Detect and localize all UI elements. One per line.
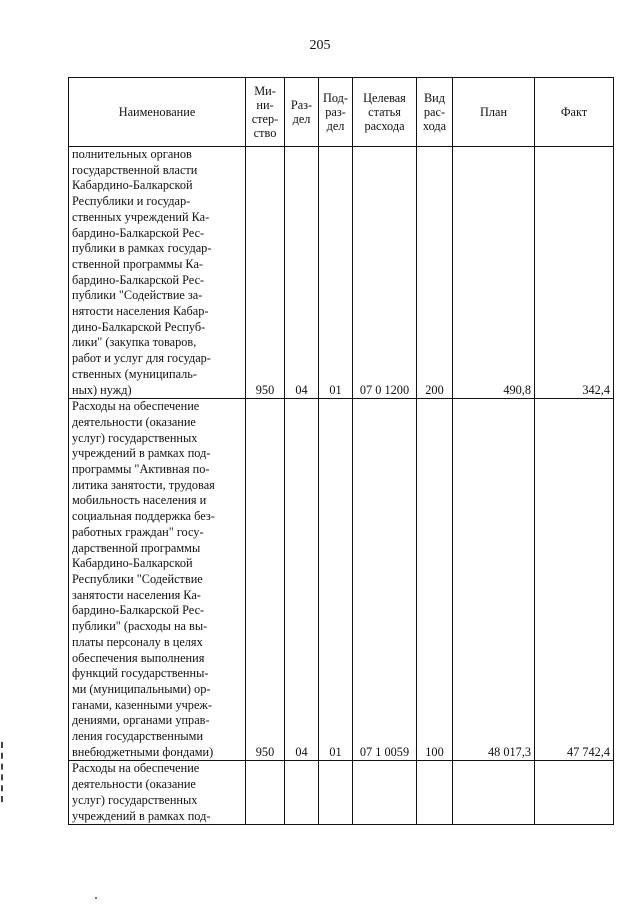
row-section: 04	[285, 147, 319, 399]
table-header-row	[69, 78, 614, 147]
header-target: Целевая статья расхода	[353, 78, 417, 147]
row-name: полнительных органов государственной власти Кабардино-Балкарской Республики и государ- ственных учреждений Ка- бардино-Балкарской Рес- публики в рамках государ- ственной программы Ка- бардино-Балкарской Рес- публики "Содействие за- нятости населения Кабар- дино-Балкарской Респуб- лики" (закупка товаров, работ и услуг для государ- ственных (муниципаль- ных) нужд)	[69, 147, 246, 399]
table-row	[69, 399, 614, 761]
header-plan: План	[453, 78, 535, 147]
row-subsection	[319, 761, 353, 825]
row-ministry	[246, 761, 285, 825]
budget-table	[68, 77, 614, 825]
row-fact: 342,4	[535, 147, 614, 399]
row-target: 07 1 0059	[353, 399, 417, 761]
row-section: 04	[285, 399, 319, 761]
row-type: 100	[417, 399, 453, 761]
row-fact	[535, 761, 614, 825]
row-name: Расходы на обеспечение деятельности (оказание услуг) государственных учреждений в рамках под-	[69, 761, 246, 825]
row-subsection: 01	[319, 399, 353, 761]
table-row	[69, 761, 614, 825]
header-fact: Факт	[535, 78, 614, 147]
row-section	[285, 761, 319, 825]
scan-dot	[95, 897, 97, 899]
row-name: Расходы на обеспечение деятельности (оказание услуг) государственных учреждений в рамках под- программы "Активная по- литика занятости, трудовая мобильность населения и социальная поддержка без- работных граждан" госу- дарственной программы Кабардино-Балкарской Республики "Содействие занятости населения Ка- бардино-Балкарской Рес- публики" (расходы на вы- платы персоналу в целях обеспечения выполнения функций государственны- ми (муниципальными) ор- ганами, казенными учреж- дениями, органами управ- ления государственными внебюджетными фондами)	[69, 399, 246, 761]
row-type: 200	[417, 147, 453, 399]
row-target: 07 0 1200	[353, 147, 417, 399]
row-subsection: 01	[319, 147, 353, 399]
header-subsection: Под- раз- дел	[319, 78, 353, 147]
header-type: Вид рас- хода	[417, 78, 453, 147]
row-plan	[453, 761, 535, 825]
header-section: Раз- дел	[285, 78, 319, 147]
row-target	[353, 761, 417, 825]
page-number: 205	[309, 38, 331, 53]
table-row	[69, 147, 614, 399]
header-ministry: Ми- ни- стер- ство	[246, 78, 285, 147]
row-plan: 48 017,3	[453, 399, 535, 761]
margin-mark	[1, 742, 6, 802]
row-ministry: 950	[246, 399, 285, 761]
header-name: Наименование	[69, 78, 246, 147]
row-ministry: 950	[246, 147, 285, 399]
row-plan: 490,8	[453, 147, 535, 399]
row-type	[417, 761, 453, 825]
row-fact: 47 742,4	[535, 399, 614, 761]
